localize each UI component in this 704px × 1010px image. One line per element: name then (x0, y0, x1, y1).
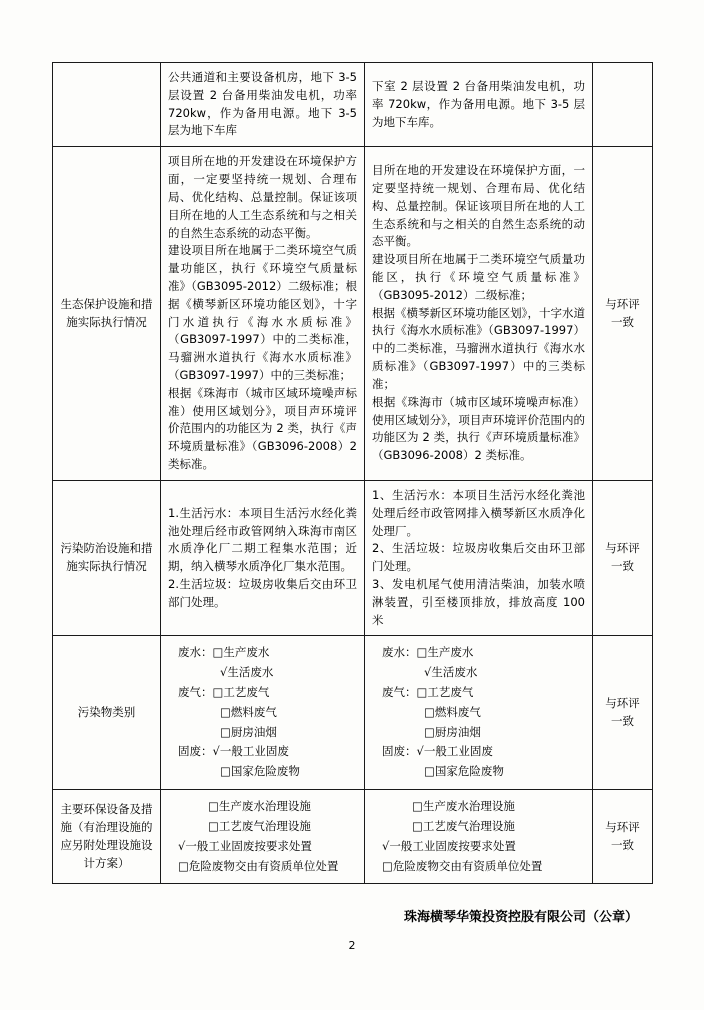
paragraph: 根据《珠海市（城市区域环境噪声标准）使用区域划分》，项目声环境评价范围内的功能区为 2 类，执行《声环境质量标准》（GB3096-2008）2 类标准。 (168, 385, 357, 472)
row-right-pollution-control (365, 480, 593, 636)
label-general-solid-waste-disposal: 一般工业固废按要求处置 (185, 838, 312, 853)
compliance-table (52, 62, 653, 884)
option-row (382, 704, 585, 722)
row-mid-main-facilities (161, 790, 365, 884)
checkbox-solid-general[interactable]: √ (212, 744, 220, 759)
row-right-pollutant-category (365, 636, 593, 790)
label-solid-general: 一般工业固废 (423, 744, 493, 759)
label-wastewater-domestic: 生活废水 (227, 665, 274, 680)
option-row (382, 818, 585, 836)
option-group-title-row (178, 743, 357, 761)
label-wastewater-production: 生产废水 (427, 645, 474, 660)
option-row (382, 763, 585, 781)
row-note-pollution-control: 与环评一致 (593, 480, 653, 636)
option-group-title-row (382, 743, 585, 761)
paragraph: 3、发电机尾气使用清洁柴油，加装水喷淋装置，引至楼顶排放，排放高度 100 米 (372, 576, 585, 627)
option-row (178, 818, 357, 836)
group-title-waste-gas: 废气： (178, 685, 213, 699)
label-production-wastewater-facility: 生产废水治理设施 (422, 799, 515, 814)
checkbox-wastewater-domestic[interactable]: √ (424, 665, 432, 680)
option-row (178, 704, 357, 722)
row-mid-continuation (161, 63, 365, 147)
page-number: 2 (348, 939, 356, 953)
paragraph: 2.生活垃圾：垃圾房收集后交由环卫部门处理。 (168, 576, 357, 609)
paragraph: 建设项目所在地属于二类环境空气质量功能区，执行《环境空气质量标准》（GB3095-2012）二级标准； (372, 252, 585, 302)
checkbox-gas-kitchen-fume[interactable]: □ (424, 724, 435, 739)
label-gas-process: 工艺废气 (427, 685, 474, 699)
checkbox-wastewater-domestic[interactable]: √ (220, 665, 228, 680)
checkbox-wastewater-production[interactable]: □ (416, 645, 428, 660)
checkbox-hazardous-waste-qualified-unit[interactable]: □ (382, 858, 393, 873)
row-mid-pollution-control (161, 480, 365, 636)
row-label-pollutant-category: 污染物类别 (53, 636, 161, 790)
label-gas-fuel: 燃料废气 (434, 704, 481, 719)
row-label-main-facilities: 主要环保设备及措施（有治理设施的应另附处理设施设计方案） (53, 790, 161, 884)
group-title-solid-waste: 固废： (178, 744, 213, 759)
row-note-ecology: 与环评一致 (593, 147, 653, 481)
checkbox-solid-general[interactable]: √ (416, 744, 424, 759)
label-wastewater-domestic: 生活废水 (431, 665, 478, 680)
option-row (178, 858, 357, 876)
option-group-title-row (382, 644, 585, 662)
table-row (53, 790, 653, 884)
company-signature: 珠海横琴华策投资控股有限公司（公章） (403, 910, 638, 926)
checkbox-gas-fuel[interactable]: □ (424, 704, 435, 719)
label-solid-hazardous: 国家危险废物 (434, 764, 504, 779)
option-row (178, 664, 357, 682)
paragraph: 1、生活污水：本项目生活污水经化粪池处理后经市政管网排入横琴新区水质净化处理厂。 (372, 487, 585, 538)
option-row (178, 838, 357, 856)
paragraph: 公共通道和主要设备机房，地下 3-5 层设置 2 台备用柴油发电机，功率 720kw，作为备用电源。地下 3-5 层为地下车库 (168, 70, 357, 138)
checkbox-process-gas-facility[interactable]: □ (412, 818, 423, 833)
checkbox-solid-hazardous[interactable]: □ (424, 764, 435, 779)
label-process-gas-facility: 工艺废气治理设施 (422, 818, 515, 833)
row-mid-pollutant-category (161, 636, 365, 790)
row-label-continuation (53, 63, 161, 147)
label-hazardous-waste-qualified-unit: 危险废物交由有资质单位处置 (392, 858, 543, 873)
row-label-ecology: 生态保护设施和措施实际执行情况 (53, 147, 161, 481)
label-hazardous-waste-qualified-unit: 危险废物交由有资质单位处置 (188, 858, 339, 873)
checkbox-hazardous-waste-qualified-unit[interactable]: □ (178, 858, 189, 873)
option-row (382, 838, 585, 856)
checkbox-gas-process[interactable]: □ (416, 685, 428, 699)
paragraph: 1.生活污水：本项目生活污水经化粪池处理后经市政管网纳入珠海市南区水质净化厂二期工程集水范围；近期，纳入横琴水质净化厂集水范围。 (168, 505, 357, 574)
table-row (53, 147, 653, 481)
paragraph: 下室 2 层设置 2 台备用柴油发电机，功率 720kw，作为备用电源。地下 3-5 层为地下车库。 (372, 78, 585, 129)
checkbox-process-gas-facility[interactable]: □ (208, 818, 219, 833)
row-right-ecology (365, 147, 593, 481)
checkbox-solid-hazardous[interactable]: □ (220, 764, 231, 779)
checkbox-production-wastewater-facility[interactable]: □ (412, 799, 423, 814)
checkbox-gas-fuel[interactable]: □ (220, 704, 231, 719)
paragraph: 项目所在地的开发建设在环境保护方面，一定要坚持统一规划、合理布局、优化结构、总量控制。保证该项目所在地的人工生态系统和与之相关的自然生态系统的动态平衡。 (168, 154, 357, 240)
label-general-solid-waste-disposal: 一般工业固废按要求处置 (389, 838, 516, 853)
option-row (178, 763, 357, 781)
option-row (382, 664, 585, 682)
row-mid-ecology (161, 147, 365, 481)
group-title-wastewater: 废水： (382, 645, 417, 660)
option-group-title-row (178, 644, 357, 662)
checkbox-gas-process[interactable]: □ (212, 685, 224, 699)
label-wastewater-production: 生产废水 (223, 645, 270, 660)
row-right-continuation (365, 63, 593, 147)
label-gas-process: 工艺废气 (223, 685, 270, 699)
option-row (178, 798, 357, 816)
group-title-wastewater: 废水： (178, 645, 213, 660)
row-note-pollutant-category: 与环评一致 (593, 636, 653, 790)
row-note-continuation (593, 63, 653, 147)
paragraph: 2、生活垃圾：垃圾房收集后交由环卫部门处理。 (372, 541, 585, 574)
option-row (178, 724, 357, 742)
table-row (53, 63, 653, 147)
label-gas-fuel: 燃料废气 (230, 704, 277, 719)
label-gas-kitchen-fume: 厨房油烟 (230, 724, 277, 739)
label-production-wastewater-facility: 生产废水治理设施 (218, 799, 311, 814)
option-row (382, 724, 585, 742)
label-process-gas-facility: 工艺废气治理设施 (218, 818, 311, 833)
option-group-title-row (382, 684, 585, 702)
checkbox-gas-kitchen-fume[interactable]: □ (220, 724, 231, 739)
paragraph: 根据《珠海市（城市区域环境噪声标准）使用区域划分》，项目声环境评价范围内的功能区为 2 类，执行《声环境质量标准》（GB3096-2008）2 类标准。 (372, 394, 585, 463)
checkbox-production-wastewater-facility[interactable]: □ (208, 799, 219, 814)
table-row (53, 480, 653, 636)
row-note-main-facilities: 与环评一致 (593, 790, 653, 884)
label-gas-kitchen-fume: 厨房油烟 (434, 724, 481, 739)
row-label-pollution-control: 污染防治设施和措施实际执行情况 (53, 480, 161, 636)
option-row (382, 798, 585, 816)
option-group-title-row (178, 684, 357, 702)
checkbox-general-solid-waste-disposal[interactable]: √ (382, 838, 390, 853)
paragraph: 建设项目所在地属于二类环境空气质量功能区，执行《环境空气质量标准》（GB3095-2012）二级标准；根据《横琴新区环境功能区划》，十字门水道执行《海水水质标准》（GB3097-1997）中的二类标准，马骝洲水道执行《海水水质标准》（GB3097-1997）中的三类标准； (168, 243, 357, 382)
paragraph: 根据《横琴新区环境功能区划》，十字水道执行《海水水质标准》（GB3097-1997）中的二类标准，马骝洲水道执行《海水水质标准》（GB3097-1997）中的三类标准； (372, 305, 585, 391)
checkbox-general-solid-waste-disposal[interactable]: √ (178, 838, 186, 853)
group-title-solid-waste: 固废： (382, 744, 417, 759)
label-solid-hazardous: 国家危险废物 (230, 764, 300, 779)
group-title-waste-gas: 废气： (382, 685, 417, 699)
paragraph: 目所在地的开发建设在环境保护方面，一定要坚持统一规划、合理布局、优化结构、总量控制。保证该项目所在地的人工生态系统和与之相关的自然生态系统的动态平衡。 (372, 163, 585, 249)
option-row (382, 858, 585, 876)
row-right-main-facilities (365, 790, 593, 884)
checkbox-wastewater-production[interactable]: □ (212, 645, 224, 660)
label-solid-general: 一般工业固废 (219, 744, 289, 759)
table-row (53, 636, 653, 790)
